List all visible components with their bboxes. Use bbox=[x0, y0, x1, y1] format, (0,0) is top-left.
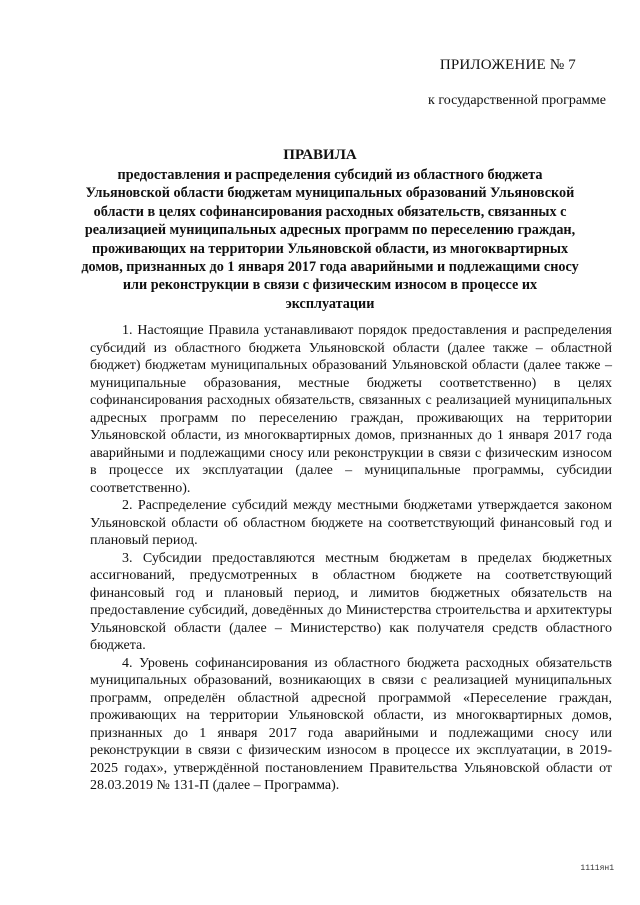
page-footer-code: 1111ян1 bbox=[580, 864, 614, 873]
appendix-number: ПРИЛОЖЕНИЕ № 7 bbox=[439, 57, 576, 73]
document-subtitle: предоставления и распределения субсидий из областного бюджета Ульяновской области бюджетам муниципальных образований Ульяновской области в целях софинансирования расходных обязательств, связанных с реализацией муниципальных адресных программ по переселению граждан, проживающих на территории Ульяновской области, из многоквартирных домов, признанных до 1 января 2017 года аварийными и подлежащими сносу или реконструкции в связи с физическим износом в процессе их эксплуатации bbox=[81, 167, 579, 312]
paragraph-4: 4. Уровень софинансирования из областного бюджета расходных обязательств муниципальных образований, возникающих в связи с реализацией муниципальных программ, определён областной адресной программой «Переселение граждан, проживающих на территории Ульяновской области, из многоквартирных домов, признанных до 1 января 2017 года аварийными и подлежащими сносу или реконструкции в связи с физическим износом в процессе их эксплуатации, в 2019-2025 годах», утверждённой постановлением Правительства Ульяновской области от 28.03.2019 № 131-П (далее – Программа). bbox=[90, 655, 612, 793]
appendix-reference: к государственной программе bbox=[428, 93, 606, 108]
paragraph-1: 1. Настоящие Правила устанавливают порядок предоставления и распределения субсидий из областного бюджета Ульяновской области (далее также – областной бюджет) бюджетам муниципальных образований Ульяновской области (далее также – муниципальные образования, местные бюджеты соответственно) в целях софинансирования расходных обязательств, связанных с реализацией муниципальных адресных программ по переселению граждан, проживающих на территории Ульяновской области, из многоквартирных домов, признанных до 1 января 2017 года аварийными и подлежащими сносу или реконструкции в связи с физическим износом в процессе их эксплуатации (далее – муниципальные программы, субсидии соответственно). bbox=[90, 323, 612, 496]
document-body bbox=[90, 322, 612, 795]
paragraph-3: 3. Субсидии предоставляются местным бюджетам в пределах бюджетных ассигнований, предусмотренных в областном бюджете на соответствующий финансовый год и плановый период, и лимитов бюджетных обязательств на предоставление субсидий, доведённых до Министерства строительства и архитектуры Ульяновской области (далее – Министерство) как получателя средств областного бюджета. bbox=[90, 550, 612, 653]
document-heading: ПРАВИЛА bbox=[283, 147, 357, 163]
paragraph-2: 2. Распределение субсидий между местными бюджетами утверждается законом Ульяновской области об областном бюджете на соответствующий финансовый год и плановый период. bbox=[90, 498, 612, 548]
